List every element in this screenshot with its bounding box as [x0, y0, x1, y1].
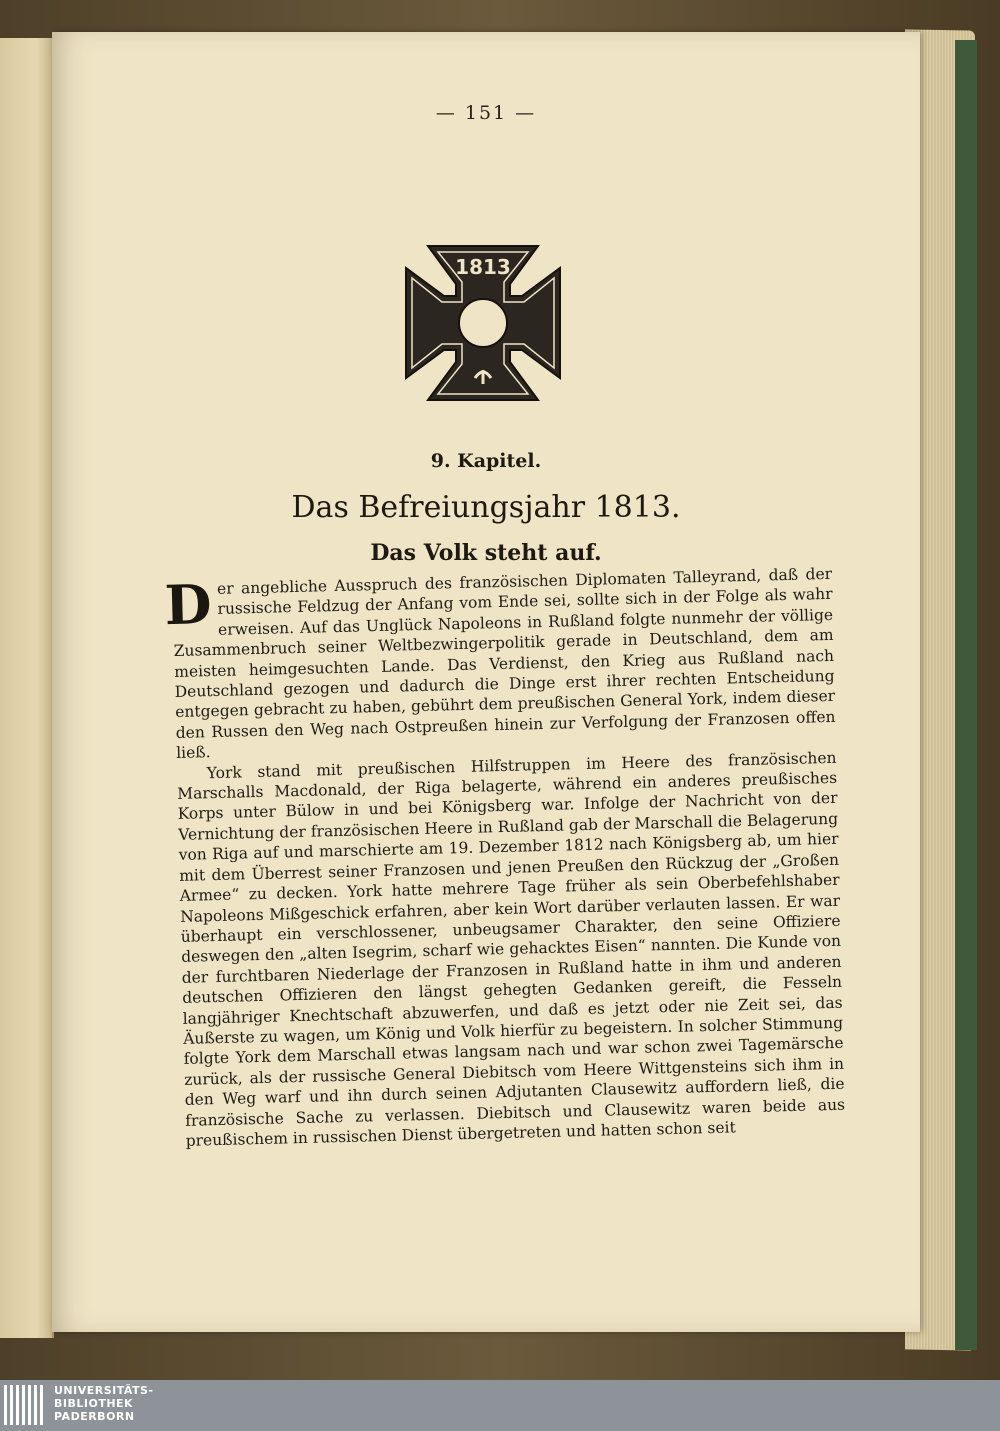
paragraph-first: [163, 564, 836, 764]
paragraph-second: York stand mit preußischen Hilfstruppen im Heere des französischen Marschalls Macdonald, der Riga belagerte, während ein anderes preußisches Korps unter Bülow in und bei Königsberg war. Infolge der Nachricht von der Vernichtung der französischen Heere in Rußland gab der Marschall die Belagerung von Riga auf und marschierte am 19. Dezember 1812 nach Königsberg ab, um hier mit dem Überrest seiner Franzosen und jenen Preußen den Rückzug der „Großen Armee“ zu decken. York hatte mehrere Tage früher als sein Oberbefehlshaber Napoleons Mißgeschick erfahren, aber kein Wort darüber verlauten lassen. Er war überhaupt ein verschlossener, unbeugsamer Charakter, den seine Offiziere deswegen den „alten Isegrim, scharf wie gehacktes Eisen“ nannten. Die Kunde von der furchtbaren Niederlage der Franzosen in Rußland hatte in ihm und anderen deutschen Offizieren den längst gehegten Gedanken gereift, die Fesseln langjähriger Knechtschaft abzuwerfen, und daß es jetzt oder nie Zeit sei, das Äußerste zu wagen, um König und Volk hierfür zu begeistern. In solcher Stimmung folgte York dem Marschall etwas langsam nach und war schon zwei Tagemärsche zurück, als der russische General Diebitsch vom Heere Wittgensteins sich ihm in den Weg warf und ihn durch seinen Adjutanten Clausewitz auffordern ließ, die französische Sache zu verlassen. Diebitsch und Clausewitz waren beide aus preußischem in russischen Dienst übergetreten und hatten schon seit: [177, 748, 846, 1150]
library-logo-icon: [4, 1383, 48, 1427]
logo-line-3: PADERBORN: [54, 1410, 135, 1423]
emblem-year: 1813: [455, 255, 511, 279]
chapter-label: 9. Kapitel.: [430, 450, 542, 472]
body-text: [163, 564, 846, 1151]
iron-cross-icon: [398, 238, 568, 408]
book-cover-edge: [955, 40, 977, 1350]
book-page: [52, 32, 920, 1332]
left-page-edge: [0, 38, 54, 1338]
paragraph-first-text: er angebliche Ausspruch des französischen Diplomaten Talleyrand, daß der russische Feldzug der Anfang vom Ende sei, sollte sich in der Folge als wahr erweisen. Auf das Unglück Napoleons in Rußland folgte nunmehr der völlige Zusammenbruch seiner Weltbezwingerpolitik gerade in Deutschland, dem am meisten heimgesuchten Lande. Das Verdienst, den Krieg aus Rußland nach Deutschland gezogen und dadurch die Dinge erst ihrer rechten Entscheidung entgegen gebracht zu haben, gebührt dem preußischen General York, indem dieser den Russen den Weg nach Ostpreußen hinein zur Verfolgung der Franzosen offen ließ.: [173, 564, 836, 763]
dropcap-initial: D: [163, 572, 213, 638]
chapter-title: Das Befreiungsjahr 1813.: [291, 490, 681, 525]
logo-line-1: UNIVERSITÄTS-: [54, 1384, 154, 1397]
section-title: Das Volk steht auf.: [370, 540, 602, 566]
library-footer: [0, 1380, 1000, 1431]
logo-line-2: BIBLIOTHEK: [54, 1397, 134, 1410]
iron-cross-emblem: [398, 238, 568, 408]
library-logo-text: [54, 1384, 154, 1423]
page-number: — 151 —: [435, 102, 537, 124]
